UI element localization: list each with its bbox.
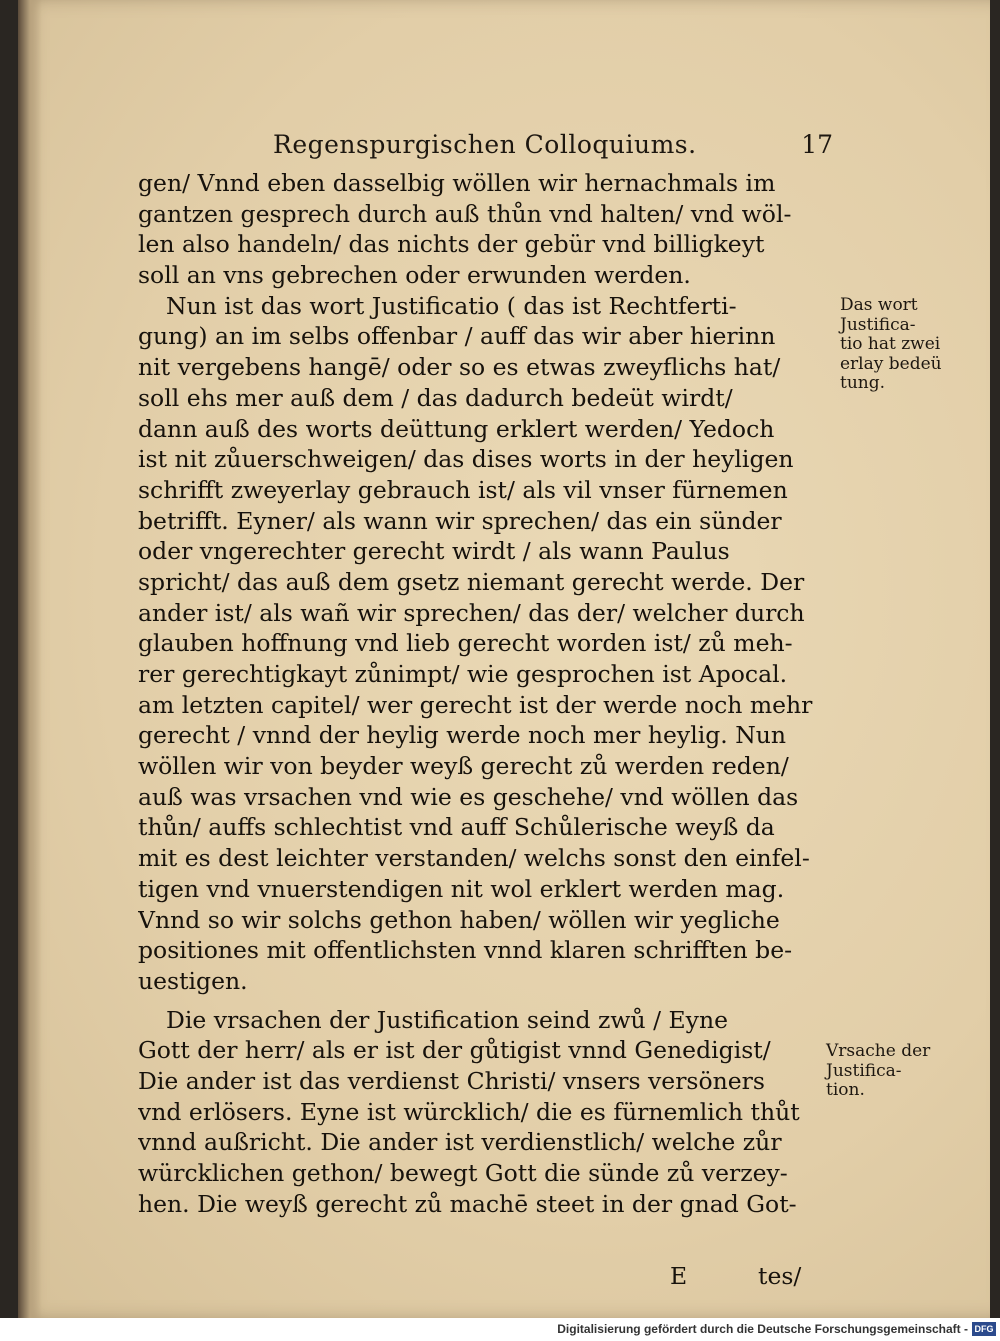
gloss-line: Vrsache der [826, 1041, 931, 1061]
dfg-logo: DFG [972, 1322, 996, 1336]
folio-number: 17 [801, 130, 833, 159]
gloss-line: Justifica- [840, 314, 916, 335]
text-line: am letzten capitel/ wer gerecht ist der werde noch mehr [138, 690, 813, 719]
marginal-gloss-vrsache [826, 1042, 930, 1101]
text-line: Die ander ist das verdienst Christi/ vnsers versöners [138, 1066, 765, 1095]
text-line: auß was vrsachen vnd wie es geschehe/ vnd wöllen das [138, 782, 799, 811]
text-line: dann auß des worts deüttung erklert werden/ Yedoch [138, 414, 775, 443]
text-line: betrifft. Eyner/ als wann wir sprechen/ das ein sünder [138, 506, 782, 535]
text-line: schrifft zweyerlay gebrauch ist/ als vil vnser fürnemen [138, 475, 788, 504]
gloss-line: erlay bedeü [840, 353, 942, 374]
text-line: soll an vns gebrechen oder erwunden werden. [138, 261, 691, 290]
text-line: gantzen gesprech durch auß thůn vnd halten/ vnd wöl- [138, 199, 792, 228]
text-line: len also handeln/ das nichts der gebür vnd billigkeyt [138, 230, 765, 259]
text-line: gerecht / vnnd der heylig werde noch mer heylig. Nun [138, 721, 787, 750]
text-line: vnnd außricht. Die ander ist verdienstlich/ welche zůr [138, 1128, 782, 1157]
main-text-block [138, 168, 834, 1219]
catchword: tes/ [758, 1262, 802, 1290]
gloss-line: tio hat zwei [840, 334, 941, 354]
text-line: positiones mit offentlichsten vnnd klaren schrifften be- [138, 936, 793, 965]
text-line: Vnnd so wir solchs gethon haben/ wöllen wir yegliche [138, 905, 780, 934]
text-line: Nun ist das wort Justificatio ( das ist Rechtferti- [166, 291, 737, 320]
digitization-footer [0, 1318, 1000, 1341]
text-line: hen. Die weyß gerecht zů machē steet in der gnad Got- [138, 1189, 797, 1218]
marginal-gloss-justificatio [840, 296, 942, 394]
signature-mark: E [670, 1262, 688, 1290]
text-line: Die vrsachen der Justification seind zwů / Eyne [166, 1005, 729, 1034]
text-line: soll ehs mer auß dem / das dadurch bedeüt wirdt/ [138, 383, 733, 412]
text-line: nit vergebens hangē/ oder so es etwas zweyflichs hat/ [138, 353, 781, 382]
funding-notice: Digitalisierung gefördert durch die Deutsche Forschungsgemeinschaft - [557, 1322, 968, 1336]
text-line: gen/ Vnnd eben dasselbig wöllen wir hernachmals im [138, 169, 776, 197]
text-line: glauben hoffnung vnd lieb gerecht worden ist/ zů meh- [138, 629, 793, 658]
gloss-line: tion. [826, 1080, 865, 1100]
text-line: rer gerechtigkayt zůnimpt/ wie gesprochen ist Apocal. [138, 660, 788, 688]
text-line: tigen vnd vnuerstendigen nit wol erklert werden mag. [138, 874, 785, 903]
page-gutter-shadow [18, 0, 42, 1318]
text-line: ander ist/ als wañ wir sprechen/ das der/ welcher durch [138, 598, 805, 627]
text-line: ist nit zůuerschweigen/ das dises worts in der heyligen [138, 445, 794, 474]
paragraph-gap [138, 997, 834, 1005]
gloss-line: Das wort [840, 295, 918, 315]
gloss-line: tung. [840, 373, 886, 393]
running-title: Regenspurgischen Colloquiums. [273, 130, 697, 159]
page-header [273, 130, 833, 164]
text-line: gung) an im selbs offenbar / auff das wir aber hierinn [138, 322, 776, 351]
text-line: oder vngerechter gerecht wirdt / als wann Paulus [138, 537, 730, 566]
text-line: thůn/ auffs schlechtist vnd auff Schůlerische weyß da [138, 813, 775, 842]
text-line: wöllen wir von beyder weyß gerecht zů werden reden/ [138, 752, 789, 781]
text-line: mit es dest leichter verstanden/ welchs sonst den einfel- [138, 844, 810, 873]
book-page [18, 0, 990, 1318]
text-line: Gott der herr/ als er ist der gůtigist vnnd Genedigist/ [138, 1036, 771, 1065]
text-line: würcklichen gethon/ bewegt Gott die sünde zů verzey- [138, 1159, 788, 1187]
text-line: vnd erlösers. Eyne ist würcklich/ die es fürnemlich thůt [138, 1097, 800, 1126]
text-line: spricht/ das auß dem gsetz niemant gerecht werde. Der [138, 567, 805, 596]
text-line: uestigen. [138, 966, 248, 995]
gloss-line: Justifica- [826, 1060, 902, 1081]
